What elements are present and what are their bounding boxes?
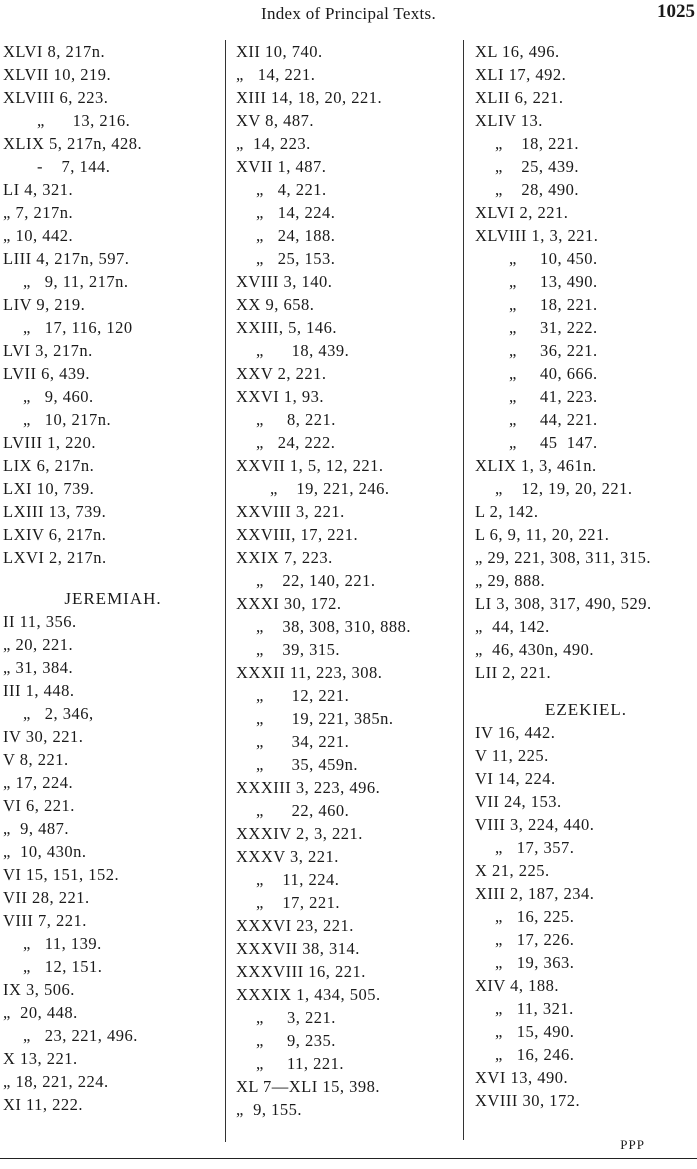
index-entry: „ 17, 357. [495,838,575,857]
section-gap [475,684,697,698]
index-entry: „ 35, 459n. [256,755,358,774]
index-entry: „ 4, 221. [256,180,327,199]
index-entry: „ 9, 11, 217n. [23,272,129,291]
index-entry: „ 31, 222. [509,318,598,337]
index-column-1 [3,40,223,1116]
index-entry: „ 29, 888. [475,571,546,590]
index-entry: „ 11, 224. [256,870,340,889]
index-entry: „ 10, 442. [3,226,74,245]
index-entry: XLIV 13. [475,111,543,130]
index-entry: „ 17, 116, 120 [23,318,133,337]
index-entry: VIII 3, 224, 440. [475,815,595,834]
index-entry: V 11, 225. [475,746,549,765]
index-entry: XLVI 2, 221. [475,203,569,222]
index-entry: LVIII 1, 220. [3,433,96,452]
index-entry: „ 25, 153. [256,249,336,268]
index-entry: LXIII 13, 739. [3,502,107,521]
index-entry: „ 9, 155. [236,1100,302,1119]
index-entry: V 8, 221. [3,750,69,769]
index-entry: XLIX 1, 3, 461n. [475,456,597,475]
index-entry: „ 44, 142. [475,617,550,636]
index-entry: „ 24, 188. [256,226,336,245]
index-entry: „ 10, 450. [509,249,598,268]
page-number: 1025 [657,1,695,22]
index-entry: „ 36, 221. [509,341,598,360]
index-entry: „ 17, 224. [3,773,74,792]
index-entry: XLVI 8, 217n. [3,42,106,61]
index-entry: LVII 6, 439. [3,364,90,383]
index-entry: „ 14, 221. [236,65,316,84]
index-column-3 [475,40,697,1112]
index-entry: XLI 17, 492. [475,65,567,84]
index-entry: „ 10, 430n. [3,842,87,861]
index-entry: XVIII 3, 140. [236,272,333,291]
index-entry: XL 7—XLI 15, 398. [236,1077,380,1096]
index-entry: XXXVII 38, 314. [236,939,360,958]
index-entry: XLVIII 6, 223. [3,88,109,107]
index-entry: LXI 10, 739. [3,479,95,498]
section-heading: JEREMIAH. [64,589,162,608]
index-entry: „ 38, 308, 310, 888. [256,617,411,636]
column-divider [225,40,226,1142]
index-entry: VII 24, 153. [475,792,562,811]
index-entry: „ 28, 490. [495,180,579,199]
index-entry: XV 8, 487. [236,111,315,130]
index-entry: „ 10, 217n. [23,410,112,429]
index-entry: X 21, 225. [475,861,550,880]
index-entry: „ 40, 666. [509,364,598,383]
index-entry: XXXIX 1, 434, 505. [236,985,381,1004]
index-entry: LII 2, 221. [475,663,552,682]
index-entry: XXVI 1, 93. [236,387,324,406]
index-entry: „ 17, 221. [256,893,340,912]
index-entry: XII 10, 740. [236,42,323,61]
index-entry: XVI 13, 490. [475,1068,569,1087]
index-entry: „ 9, 487. [3,819,69,838]
index-entry: XLVII 10, 219. [3,65,112,84]
index-entry: „ 24, 222. [256,433,336,452]
index-entry: XXIX 7, 223. [236,548,333,567]
index-entry: „ 3, 221. [256,1008,336,1027]
index-entry: „ 8, 221. [256,410,336,429]
index-entry: III 1, 448. [3,681,75,700]
index-entry: L 6, 9, 11, 20, 221. [475,525,610,544]
index-entry: „ 44, 221. [509,410,598,429]
index-entry: XIV 4, 188. [475,976,560,995]
index-entry: LXVI 2, 217n. [3,548,107,567]
index-entry: LI 3, 308, 317, 490, 529. [475,594,652,613]
index-entry: „ 12, 151. [23,957,103,976]
index-entry: „ 9, 460. [23,387,94,406]
index-entry: „ 18, 221. [509,295,598,314]
index-entry: „ 46, 430n, 490. [475,640,594,659]
index-entry: „ 12, 221. [256,686,350,705]
index-entry: XXV 2, 221. [236,364,327,383]
index-entry: XX 9, 658. [236,295,315,314]
index-entry: „ 12, 19, 20, 221. [495,479,633,498]
index-entry: „ 7, 217n. [3,203,74,222]
index-entry: XIII 2, 187, 234. [475,884,595,903]
index-entry: L 2, 142. [475,502,539,521]
index-entry: „ 2, 346, [23,704,94,723]
index-entry: VI 14, 224. [475,769,556,788]
index-entry: „ 11, 221. [256,1054,344,1073]
index-entry: „ 13, 490. [509,272,598,291]
index-entry: „ 18, 221. [495,134,579,153]
index-entry: XXXV 3, 221. [236,847,339,866]
index-entry: „ 22, 140, 221. [256,571,376,590]
index-entry: XVIII 30, 172. [475,1091,581,1110]
index-entry: XXVIII, 17, 221. [236,525,359,544]
running-title: Index of Principal Texts. [260,4,437,23]
index-entry: LIX 6, 217n. [3,456,95,475]
index-entry: „ 45 147. [509,433,598,452]
index-entry: LXIV 6, 217n. [3,525,107,544]
index-entry: „ 13, 216. [37,111,131,130]
index-entry: LIII 4, 217n, 597. [3,249,130,268]
index-entry: XLVIII 1, 3, 221. [475,226,599,245]
index-entry: XLIX 5, 217n, 428. [3,134,143,153]
index-entry: X 13, 221. [3,1049,78,1068]
index-entry: XL 16, 496. [475,42,560,61]
bottom-rule [0,1158,697,1159]
section-heading: EZEKIEL. [544,700,628,719]
index-entry: XXVIII 3, 221. [236,502,345,521]
index-entry: „ 18, 439. [256,341,350,360]
index-entry: „ 15, 490. [495,1022,575,1041]
index-entry: „ 39, 315. [256,640,340,659]
index-entry: IV 30, 221. [3,727,84,746]
index-entry: XIII 14, 18, 20, 221. [236,88,383,107]
index-entry: „ 11, 321. [495,999,574,1018]
index-entry: „ 20, 221. [3,635,74,654]
index-entry: „ 16, 225. [495,907,575,926]
index-entry: XVII 1, 487. [236,157,327,176]
index-entry: XXIII, 5, 146. [236,318,337,337]
index-entry: „ 19, 221, 385n. [256,709,394,728]
index-entry: XXXIII 3, 223, 496. [236,778,381,797]
index-entry: LVI 3, 217n. [3,341,93,360]
index-entry: „ 29, 221, 308, 311, 315. [475,548,651,567]
index-entry: „ 22, 460. [256,801,350,820]
index-entry: „ 9, 235. [256,1031,336,1050]
page-header [0,0,697,28]
section-gap [3,569,223,587]
index-entry: „ 17, 226. [495,930,575,949]
index-column-2 [236,40,456,1121]
index-entry: „ 23, 221, 496. [23,1026,138,1045]
index-entry: VI 15, 151, 152. [3,865,120,884]
index-entry: „ 19, 363. [495,953,575,972]
index-entry: VII 28, 221. [3,888,90,907]
index-entry: XLII 6, 221. [475,88,564,107]
index-entry: „ 20, 448. [3,1003,78,1022]
index-entry: LI 4, 321. [3,180,74,199]
index-entry: „ 19, 221, 246. [270,479,390,498]
index-entry: XXXII 11, 223, 308. [236,663,383,682]
column-divider [463,40,464,1140]
index-entry: „ 34, 221. [256,732,350,751]
index-entry: „ 14, 223. [236,134,311,153]
index-entry: VIII 7, 221. [3,911,87,930]
index-entry: „ 18, 221, 224. [3,1072,109,1091]
index-entry: XXXI 30, 172. [236,594,342,613]
index-entry: „ 14, 224. [256,203,336,222]
index-entry: „ 11, 139. [23,934,102,953]
index-entry: XXVII 1, 5, 12, 221. [236,456,384,475]
index-entry: LIV 9, 219. [3,295,86,314]
index-entry: XI 11, 222. [3,1095,84,1114]
index-entry: IX 3, 506. [3,980,75,999]
index-entry: II 11, 356. [3,612,77,631]
index-entry: „ 41, 223. [509,387,598,406]
signature-mark: PPP [620,1137,645,1152]
index-entry: - 7, 144. [37,157,111,176]
index-entry: „ 25, 439. [495,157,579,176]
index-entry: XXXIV 2, 3, 221. [236,824,363,843]
index-entry: VI 6, 221. [3,796,75,815]
index-entry: XXXVIII 16, 221. [236,962,366,981]
index-entry: „ 16, 246. [495,1045,575,1064]
index-entry: „ 31, 384. [3,658,74,677]
index-entry: IV 16, 442. [475,723,556,742]
index-entry: XXXVI 23, 221. [236,916,354,935]
